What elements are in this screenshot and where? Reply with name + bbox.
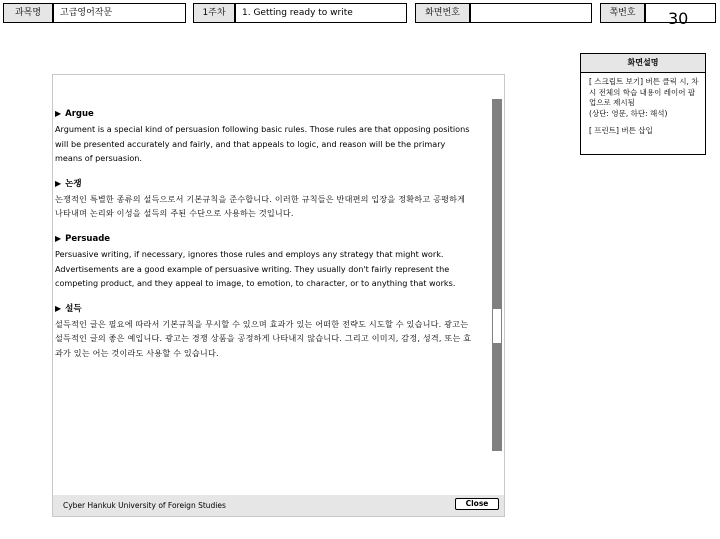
section-title-persuade: ▶ Persuade bbox=[55, 233, 111, 244]
triangle-bullet-icon: ▶ bbox=[55, 109, 62, 118]
screen-description-panel bbox=[580, 53, 706, 155]
section-text-persuade: Persuasive writing, if necessary, ignores those rules and employs any strategy that might work. Advertisements are a good example of persuasive writing. They usually don't fairly represent the competing product, and they appeal to image, to emotion, to character, or to anything that works. bbox=[55, 248, 456, 289]
popup-footer bbox=[53, 495, 504, 516]
triangle-bullet-icon: ▶ bbox=[55, 178, 62, 188]
week-value: 1. Getting ready to write bbox=[235, 3, 407, 23]
scrollbar-thumb[interactable] bbox=[493, 309, 501, 343]
course-label: 과목명 bbox=[3, 3, 53, 23]
section-text-persuade-ko: 설득적인 글은 필요에 따라서 기본규칙을 무시할 수 있으며 효과가 있는 어떠한 전략도 시도할 수 있습니다. 광고는 설득적인 글의 좋은 예입니다. 광고는 경쟁 상품을 공정하게 나타내지 않습니다. 그리고 이미지, 감정, 성격, 또는 효과가 있는 어는 것이라도 사용할 수 있습니다. bbox=[55, 318, 472, 358]
screen-no-value bbox=[470, 3, 592, 23]
triangle-bullet-icon: ▶ bbox=[55, 233, 62, 243]
description-line-2: (상단: 영문, 하단: 해석) bbox=[589, 108, 668, 118]
section-title-persuade-ko: ▶ 설득 bbox=[55, 303, 82, 314]
course-value: 고급영어작문 bbox=[53, 3, 186, 23]
week-label: 1주차 bbox=[193, 3, 235, 23]
screen-description-body bbox=[581, 73, 705, 137]
description-line-1: [ 스크립트 보기] 버튼 클릭 시, 차시 전체의 학습 내용이 레이어 팝업으로 제시됨 bbox=[589, 77, 699, 107]
close-button[interactable]: Close bbox=[455, 498, 499, 510]
section-title-argue-ko: ▶ 논쟁 bbox=[55, 178, 82, 189]
screen-description-title: 화면설명 bbox=[581, 54, 705, 73]
section-title-argue: ▶ Argue bbox=[55, 109, 94, 119]
description-line-3: [ 프린트] 버튼 삽입 bbox=[589, 126, 653, 135]
university-name: Cyber Hankuk University of Foreign Studies bbox=[63, 501, 226, 510]
triangle-bullet-icon: ▶ bbox=[55, 303, 62, 313]
script-popup bbox=[52, 74, 505, 517]
page-number: 30 bbox=[668, 9, 689, 28]
scrollbar-track[interactable] bbox=[492, 99, 502, 451]
section-text-argue: Argument is a special kind of persuasion following basic rules. Those rules are that opposing positions will be presented accurately and fairly, and that appeals to logic, and reason will be the primary means of persuasion. bbox=[55, 124, 470, 164]
section-text-argue-ko: 논쟁적인 특별한 종류의 설득으로서 기본규칙을 준수합니다. 이러한 규칙들은 반대편의 입장을 정확하고 공평하게 나타내며 논리와 이성을 설득의 주된 수단으로 사용하는 것입니다. bbox=[55, 193, 466, 219]
screen-no-label: 화면번호 bbox=[415, 3, 470, 23]
script-content bbox=[55, 108, 475, 361]
page-no-label: 쪽번호 bbox=[600, 3, 645, 23]
